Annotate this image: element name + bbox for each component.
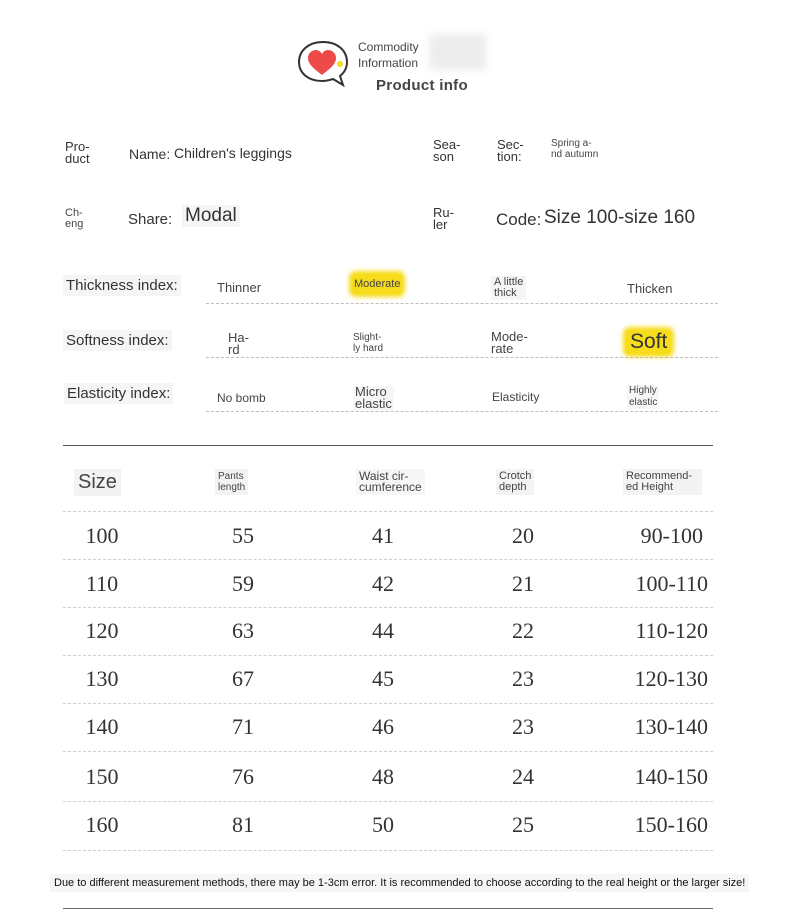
cell-size: 140	[85, 714, 119, 739]
share-value: Modal	[182, 205, 240, 227]
cell-height: 100-110	[635, 571, 708, 596]
row-divider	[63, 607, 713, 608]
cell-height: 150-160	[634, 812, 708, 837]
thickness-option-a-little-thick: A little thick	[491, 276, 526, 300]
footer-divider	[63, 908, 713, 909]
measurement-note: Due to different measurement methods, there may be 1-3cm error. It is recommended to choose according to the real height or the larger size!	[50, 874, 749, 892]
softness-option-slightly-hard: Slight- ly hard	[353, 332, 384, 354]
cell-pants-length: 55	[232, 523, 254, 548]
cell-crotch: 25	[512, 812, 534, 837]
cell-height: 110-120	[635, 618, 708, 643]
table-header-waist-circumference: Waist cir- cumference	[356, 469, 425, 495]
cell-size: 120	[85, 618, 119, 643]
cell-size: 110	[85, 571, 119, 596]
cell-pants-length: 63	[232, 618, 254, 643]
table-header-recommended-height: Recommend- ed Height	[623, 469, 702, 495]
table-header-divider	[63, 511, 713, 512]
softness-index-label: Softness index:	[63, 330, 172, 351]
thickness-option-thicken: Thicken	[627, 281, 673, 296]
section-label: Sec- tion:	[497, 137, 524, 164]
softness-option-moderate: Mode- rate	[491, 329, 528, 356]
table-header-pants-length: Pants length	[215, 469, 248, 495]
cell-height: 140-150	[634, 764, 708, 789]
elasticity-option-elasticity: Elasticity	[492, 390, 540, 404]
share-label: Share:	[128, 211, 173, 228]
cell-waist: 41	[372, 523, 394, 548]
cell-crotch: 23	[512, 714, 534, 739]
cell-waist: 50	[372, 812, 394, 837]
elasticity-divider	[206, 411, 718, 412]
elasticity-index-label: Elasticity index:	[64, 383, 173, 404]
cell-crotch: 22	[512, 618, 534, 643]
row-divider	[63, 751, 713, 752]
header-line-2: Information	[358, 56, 419, 70]
cell-height: 130-140	[634, 714, 708, 739]
page-subtitle: Product info	[376, 77, 468, 94]
blurred-patch	[430, 34, 486, 70]
row-divider	[63, 703, 713, 704]
cell-size: 100	[85, 523, 119, 548]
code-value: Size 100-size 160	[544, 207, 696, 228]
softness-option-soft: Soft	[626, 330, 671, 354]
row-divider	[63, 801, 713, 802]
row-divider	[63, 559, 713, 560]
name-label: Name:	[129, 146, 171, 162]
cell-pants-length: 71	[232, 714, 254, 739]
heart-speech-bubble-icon	[296, 38, 350, 88]
product-label: Pro- duct	[65, 139, 90, 166]
cell-pants-length: 59	[232, 571, 254, 596]
table-header-size: Size	[74, 469, 121, 496]
cell-pants-length: 76	[232, 764, 254, 789]
table-header-crotch-depth: Crotch depth	[496, 469, 534, 495]
thickness-divider	[206, 303, 718, 304]
section-value: Spring a- nd autumn	[551, 138, 599, 160]
cell-crotch: 24	[512, 764, 534, 789]
cheng-label: Ch- eng	[65, 207, 84, 230]
cell-crotch: 23	[512, 666, 534, 691]
name-value: Children's leggings	[174, 145, 292, 161]
elasticity-option-micro-elastic: Micro elastic	[355, 384, 392, 411]
thickness-option-moderate: Moderate	[352, 274, 402, 294]
row-divider	[63, 655, 713, 656]
cell-height: 120-130	[634, 666, 708, 691]
cell-crotch: 20	[512, 523, 534, 548]
cell-waist: 42	[372, 571, 394, 596]
cell-height: 90-100	[640, 523, 703, 548]
thickness-index-label: Thickness index:	[63, 275, 181, 296]
cell-waist: 48	[372, 764, 394, 789]
softness-option-hard: Ha- rd	[228, 330, 249, 357]
cell-crotch: 21	[512, 571, 534, 596]
elasticity-option-no-bomb: No bomb	[217, 391, 266, 405]
season-label: Sea- son	[433, 137, 461, 164]
cell-pants-length: 81	[232, 812, 254, 837]
cell-size: 130	[85, 666, 119, 691]
cell-waist: 46	[372, 714, 394, 739]
cell-size: 160	[85, 812, 119, 837]
section-divider	[63, 445, 713, 446]
ruler-label: Ru- ler	[433, 205, 454, 232]
row-divider	[63, 850, 713, 851]
cell-waist: 44	[372, 618, 394, 643]
cell-size: 150	[85, 764, 119, 789]
elasticity-option-highly-elastic: Highly elastic	[629, 385, 658, 408]
cell-pants-length: 67	[232, 666, 254, 691]
code-label: Code:	[496, 210, 542, 229]
softness-divider	[206, 357, 718, 358]
header-line-1: Commodity	[358, 40, 419, 54]
thickness-option-thinner: Thinner	[217, 280, 262, 295]
cell-waist: 45	[372, 666, 394, 691]
